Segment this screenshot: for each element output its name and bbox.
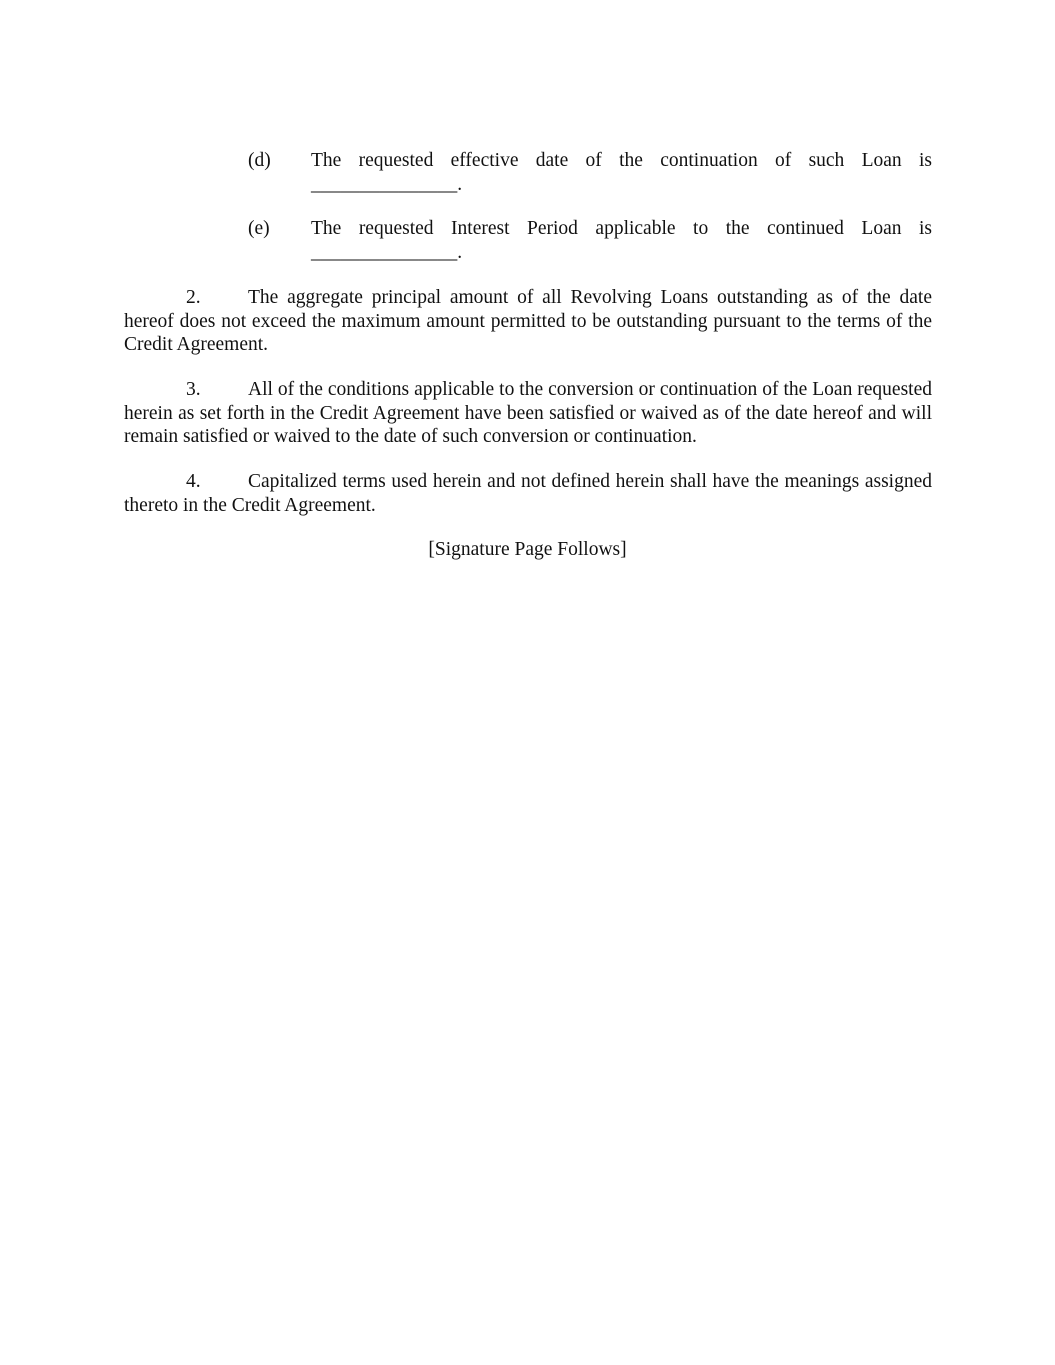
sub-item-text: The requested Interest Period applicable to the continued Loan is: [311, 218, 932, 239]
paragraph-3: [124, 378, 932, 449]
signature-page-follows-note: [Signature Page Follows]: [428, 539, 627, 560]
paragraph-text: All of the conditions applicable to the conversion or continuation of the Loan requested herein as set forth in the Credit Agreement have been satisfied or waived as of the date hereof and will remain satisfied or waived to the date of such conversion or continuation.: [124, 379, 932, 447]
paragraph-number: 4.: [186, 471, 201, 492]
interest-period-blank: _______________.: [311, 242, 463, 263]
sub-item-label: (d): [248, 150, 271, 171]
sub-item-label: (e): [248, 218, 270, 239]
paragraph-4: [124, 470, 932, 517]
paragraph-2: [124, 286, 932, 357]
sub-item-text: The requested effective date of the continuation of such Loan is: [311, 150, 932, 171]
paragraph-number: 2.: [186, 287, 201, 308]
paragraph-text: Capitalized terms used herein and not defined herein shall have the meanings assigned thereto in the Credit Agreement.: [124, 471, 932, 516]
paragraph-text: The aggregate principal amount of all Revolving Loans outstanding as of the date hereof does not exceed the maximum amount permitted to be outstanding pursuant to the terms of the Credit Agreement.: [124, 287, 932, 355]
effective-date-blank: _______________.: [311, 174, 463, 195]
paragraph-number: 3.: [186, 379, 201, 400]
